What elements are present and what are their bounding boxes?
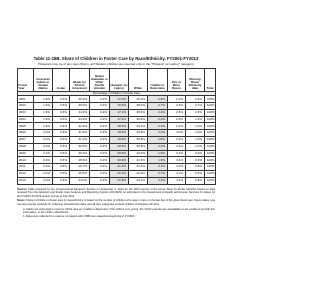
table-cell: 2.8% [148,96,168,103]
source-text: Table prepared by the Congressional Research Service on September 2, 2014 for the 2014 version of the Green Book by Emilie Stoltzfus based on data received from the Adoption and Foster Care Analysis and Reporting System (AFCARS) as submitted to the Department of Health and Human Services by states for the FY2001-FY2013 period, and as of July 2014. [17,187,215,198]
table-cell: 0.2% [90,150,110,157]
column-header: Missing Race/ Ethnicity data [186,69,205,92]
table-cell: 2.0% [34,130,53,137]
table-cell: 1.0% [186,123,205,130]
table-cell: 41.3% [129,157,148,164]
table-cell: 0.6% [53,109,70,116]
table-cell: 26.7% [70,164,90,171]
table-cell: 0.6% [53,130,70,137]
table-cell: 0.6% [186,170,205,177]
fiscal-year-cell: 2010 [18,157,34,164]
table-cell: 1.0% [186,136,205,143]
table-cell: 3.4% [168,157,186,164]
table-cell: 0.8% [186,177,205,184]
table-cell: 17.1% [110,109,129,116]
table-cell: 0.5% [53,177,70,184]
table-cell: 2.1% [34,150,53,157]
fiscal-year-cell: 2005 [18,123,34,130]
table-cell: 17.0% [110,96,129,103]
table-cell: 3.4% [168,150,186,157]
foster-care-race-table [17,68,216,185]
table-cell: 42.0% [129,170,148,177]
table-cell: 0.2% [90,109,110,116]
table-cell: 100% [205,150,216,157]
column-header: Unable to Determine [148,69,168,92]
table-cell: 1.8% [148,136,168,143]
footnote-b: b. Data were collected in a manner consistent with OMB race categories beginning in FY2000. [23,215,136,219]
table-cell: 34.0% [70,109,90,116]
table-row [18,177,216,184]
column-header: Asian [53,69,70,92]
table-cell: 40.4% [129,123,148,130]
table-cell: 2.0% [34,164,53,171]
fiscal-year-cell: 2012 [18,170,34,177]
table-cell: 0.8% [186,164,205,171]
table-cell: 33.9% [70,116,90,123]
table-cell: 0.2% [90,123,110,130]
table-cell: 39.8% [129,143,148,150]
table-cell: 0.6% [53,116,70,123]
column-header: Two or More Races [168,69,186,92]
table-cell: 2.0% [34,143,53,150]
table-cell: 100% [205,157,216,164]
table-cell: 21.8% [110,177,129,184]
table-cell: 0.2% [90,164,110,171]
table-cell: 2.0% [34,157,53,164]
table-cell: 2.5% [168,103,186,110]
table-cell: 2.4% [168,123,186,130]
fiscal-year-cell: 2011 [18,164,34,171]
notes-paragraph [17,199,215,206]
table-cell: 24.0% [70,177,90,184]
column-header: Black (or African American) [70,69,90,92]
table-cell: 3.3% [168,136,186,143]
table-cell: 2.0% [148,130,168,137]
table-header-row [18,69,216,92]
table-cell: 17.4% [110,116,129,123]
table-cell: 100% [205,143,216,150]
table-row [18,136,216,143]
table-cell: 4.0% [168,164,186,171]
table-cell: 0.2% [90,103,110,110]
table-cell: 0.6% [53,123,70,130]
column-header: White [129,69,148,92]
table-cell: 2.5% [186,96,205,103]
column-header: Hispanic (or Latino) [110,69,129,92]
table-cell: 20.5% [110,143,129,150]
table-cell: 39.9% [129,116,148,123]
table-subtitle: Hispanics may be of any race (that is, all Hispanic children are counted only in the "Hispanic (or Latino)" category) [38,62,194,66]
table-cell: 19.9% [110,136,129,143]
table-cell: 0.2% [90,157,110,164]
table-cell: 40.0% [129,150,148,157]
table-cell: 3.0% [168,130,186,137]
table-cell: 0.9% [186,150,205,157]
fiscal-year-cell: 2001 [18,96,34,103]
table-cell: 100% [205,103,216,110]
table-cell: 0.5% [53,164,70,171]
table-cell: 20.6% [110,150,129,157]
fiscal-year-cell: 2003 [18,109,34,116]
table-row [18,150,216,157]
table-cell: 100% [205,116,216,123]
notes-text: Share of children in foster care by race/ethnicity is based on the number of children who were in care on the last day of the given fiscal year. Some states may use less precise methods for collecting race/ethnicity data, and all race categories exclude children of Hispanic ethnicity. [17,199,215,206]
table-cell: 1.9% [34,96,53,103]
table-cell: 3.1% [148,164,168,171]
source-label: Source: [17,187,28,191]
table-cell: 3.4% [168,143,186,150]
table-cell: 100% [205,123,216,130]
table-cell: 31.9% [70,130,90,137]
table-row [18,109,216,116]
table-cell: 2.0% [148,143,168,150]
fiscal-year-cell: 2006 [18,130,34,137]
table-cell: 0.2% [90,143,110,150]
table-cell: 25.5% [70,170,90,177]
table-cell: 100% [205,96,216,103]
table-row [18,96,216,103]
fiscal-year-cell: 2013 [18,177,34,184]
table-row [18,103,216,110]
table-cell: 0.3% [90,136,110,143]
fiscal-year-cell: 2008 [18,143,34,150]
fiscal-year-cell: 2009 [18,150,34,157]
table-cell: 20.9% [110,157,129,164]
fiscal-year-cell: 2004 [18,116,34,123]
table-cell: 0.2% [90,96,110,103]
table-cell: 2.4% [148,109,168,116]
table-cell: 35.0% [70,103,90,110]
table-cell: 1.3% [186,116,205,123]
table-cell: 1.0% [186,130,205,137]
table-row [18,123,216,130]
table-cell: 1.9% [34,123,53,130]
table-cell: 36.5% [129,96,148,103]
table-cell: 36.3% [70,96,90,103]
table-cell: 18.3% [110,123,129,130]
table-subheader: Percentage of Children in Foster Care [18,92,216,96]
table-cell: 0.2% [90,177,110,184]
table-row [18,130,216,137]
table-cell: 1.9% [148,157,168,164]
table-cell: 1.0% [186,143,205,150]
table-cell: 16.5% [110,103,129,110]
table-cell: 1.9% [34,116,53,123]
table-cell: 100% [205,170,216,177]
table-cell: 21.4% [110,170,129,177]
table-title: Table 11-18B. Share of Children in Foster Care by Race/Ethnicity, FY2001-FY2013 [33,56,199,61]
table-cell: 41.4% [129,164,148,171]
table-cell: 0.6% [53,136,70,143]
table-cell: 32.9% [70,123,90,130]
column-header: Native Hawaiian or Other Pacific Islander [90,69,110,92]
table-cell: 100% [205,130,216,137]
table-cell: 0.6% [53,150,70,157]
table-cell: 31.3% [70,136,90,143]
table-cell: 2.7% [148,103,168,110]
column-header: Total [205,69,216,92]
table-cell: 2.3% [148,116,168,123]
table-row [18,170,216,177]
source-note [17,188,215,199]
table-cell: 2.0% [34,136,53,143]
table-cell: 100% [205,164,216,171]
table-cell: 100% [205,136,216,143]
table-cell: 39.8% [129,130,148,137]
table-cell: 2.1% [168,96,186,103]
table-cell: 2.5% [168,116,186,123]
fiscal-year-cell: 2002 [18,103,34,110]
table-cell: 39.8% [129,136,148,143]
table-cell: 0.6% [53,96,70,103]
table-cell: 4.1% [168,170,186,177]
table-row [18,164,216,171]
table-cell: 19.6% [110,130,129,137]
table-cell: 2.5% [186,109,205,116]
table-row [18,143,216,150]
table-cell: 2.3% [148,123,168,130]
column-header: American Indian or Alaska Native [34,69,53,92]
fiscal-year-cell: 2007 [18,136,34,143]
column-header-fiscal-year: Fiscal Year [18,69,34,92]
table-cell: 30.5% [70,143,90,150]
table-cell: 38.0% [129,103,148,110]
notes-section [17,188,215,219]
table-cell: 28.9% [70,157,90,164]
notes-label: Notes: [17,199,26,203]
table-row [18,157,216,164]
table-cell: 38.6% [129,109,148,116]
table-cell: 0.6% [53,143,70,150]
table-cell: 42.1% [129,177,148,184]
table-cell: 2.0% [34,177,53,184]
table-cell: 0.3% [90,130,110,137]
table-cell: 1.9% [34,109,53,116]
table-cell: 0.2% [90,170,110,177]
table-cell: 0.5% [53,170,70,177]
table-cell: 2.7% [186,103,205,110]
table-cell: 2.6% [168,109,186,116]
table-cell: 0.5% [53,157,70,164]
table-cell: 0.6% [53,103,70,110]
table-cell: 2.0% [34,170,53,177]
table-cell: 4.2% [148,177,168,184]
table-row [18,116,216,123]
table-cell: 4.4% [168,177,186,184]
table-cell: 1.9% [34,103,53,110]
table-cell: 0.2% [90,116,110,123]
table-cell: 21.3% [110,164,129,171]
table-body [18,92,216,185]
table-cell: 0.9% [186,157,205,164]
table-cell: 1.9% [148,150,168,157]
table-cell: 100% [205,109,216,116]
footnote-a: a. States are instructed to report a child's race as "unable to determine" if the child is very young, the child's parents are unavailable or are unable to provide this information, or the child is abandoned. [23,207,215,215]
table-cell: 30.3% [70,150,90,157]
table-cell: 100% [205,177,216,184]
table-cell: 3.7% [148,170,168,177]
